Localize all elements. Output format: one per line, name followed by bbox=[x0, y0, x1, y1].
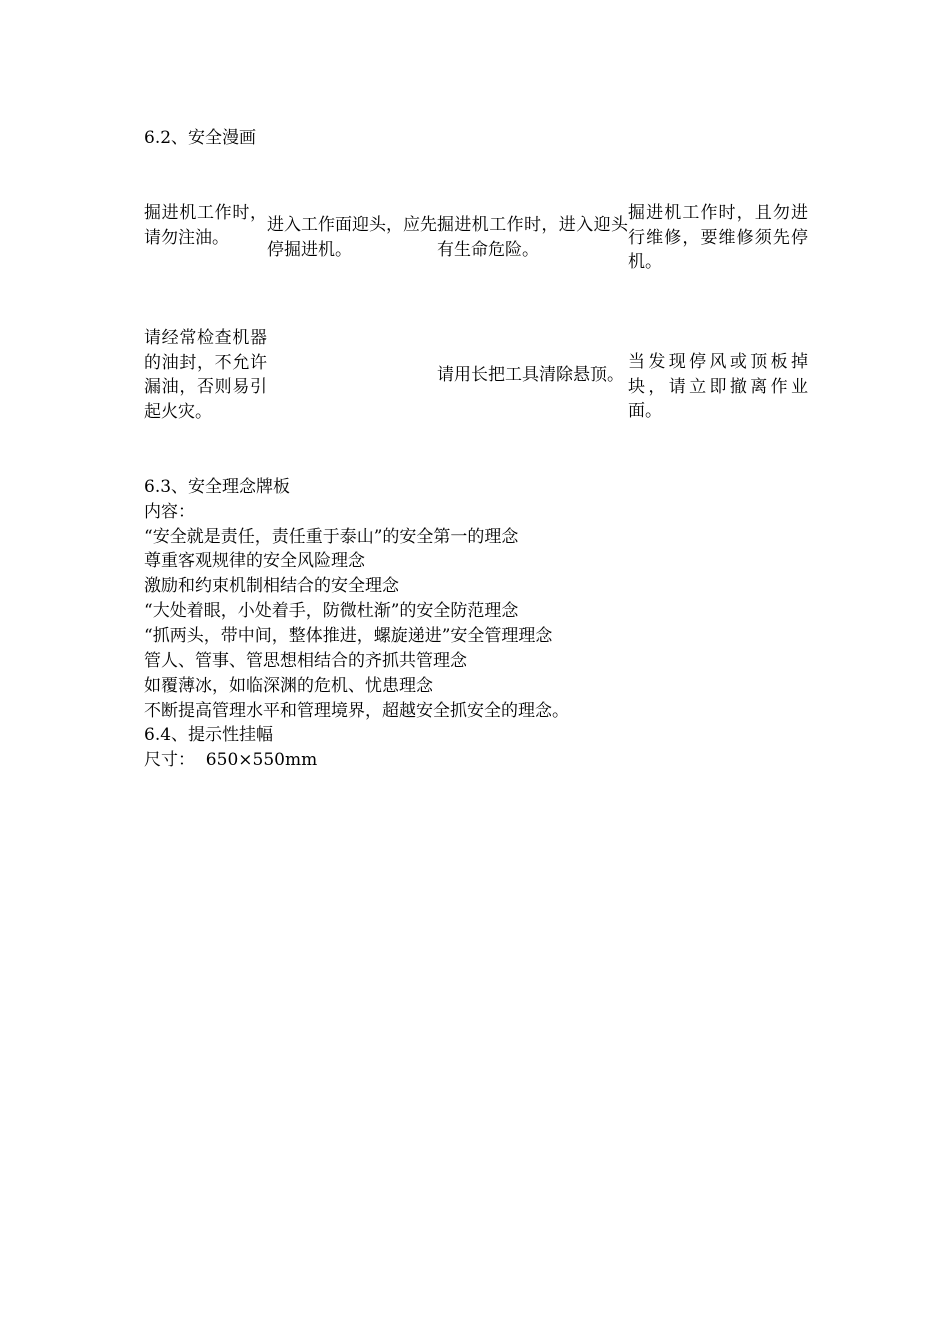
section-6-4-title: 6.4、提示性挂幅 bbox=[144, 725, 274, 745]
comic-caption-2-1: 请经常检查机器的油封，不允许漏油，否则易引起火灾。 bbox=[144, 328, 267, 422]
comic-caption-1-1: 掘进机工作时，请勿注油。 bbox=[144, 203, 267, 248]
concept-item: 尊重客观规律的安全风险理念 bbox=[144, 551, 365, 571]
concept-item: “大处着眼，小处着手，防微杜渐”的安全防范理念 bbox=[144, 601, 519, 621]
comic-caption-2-3: 请用长把工具清除悬顶。 bbox=[437, 365, 624, 385]
comic-caption-1-2: 进入工作面迎头，应先停掘进机。 bbox=[267, 215, 437, 260]
concept-item: 激励和约束机制相结合的安全理念 bbox=[144, 576, 399, 596]
comic-caption-1-3: 掘进机工作时，进入迎头有生命危险。 bbox=[437, 215, 628, 260]
concept-item: 不断提高管理水平和管理境界，超越安全抓安全的理念。 bbox=[144, 701, 569, 721]
concept-item: “安全就是责任，责任重于泰山”的安全第一的理念 bbox=[144, 527, 519, 547]
comic-caption-1-4: 掘进机工作时，且勿进行维修，要维修须先停机。 bbox=[628, 203, 808, 272]
concept-item: “抓两头，带中间，整体推进，螺旋递进”安全管理理念 bbox=[144, 626, 553, 646]
comic-caption-2-4: 当发现停风或顶板掉块，请立即撤离作业面。 bbox=[628, 352, 808, 421]
content-label: 内容： bbox=[144, 502, 195, 522]
section-6-3-title: 6.3、安全理念牌板 bbox=[144, 477, 291, 497]
concept-item: 管人、管事、管思想相结合的齐抓共管理念 bbox=[144, 651, 467, 671]
concept-item: 如覆薄冰，如临深渊的危机、忧患理念 bbox=[144, 676, 433, 696]
section-6-2-title: 6.2、安全漫画 bbox=[144, 128, 257, 148]
banner-size: 尺寸： 650×550mm bbox=[144, 750, 318, 770]
